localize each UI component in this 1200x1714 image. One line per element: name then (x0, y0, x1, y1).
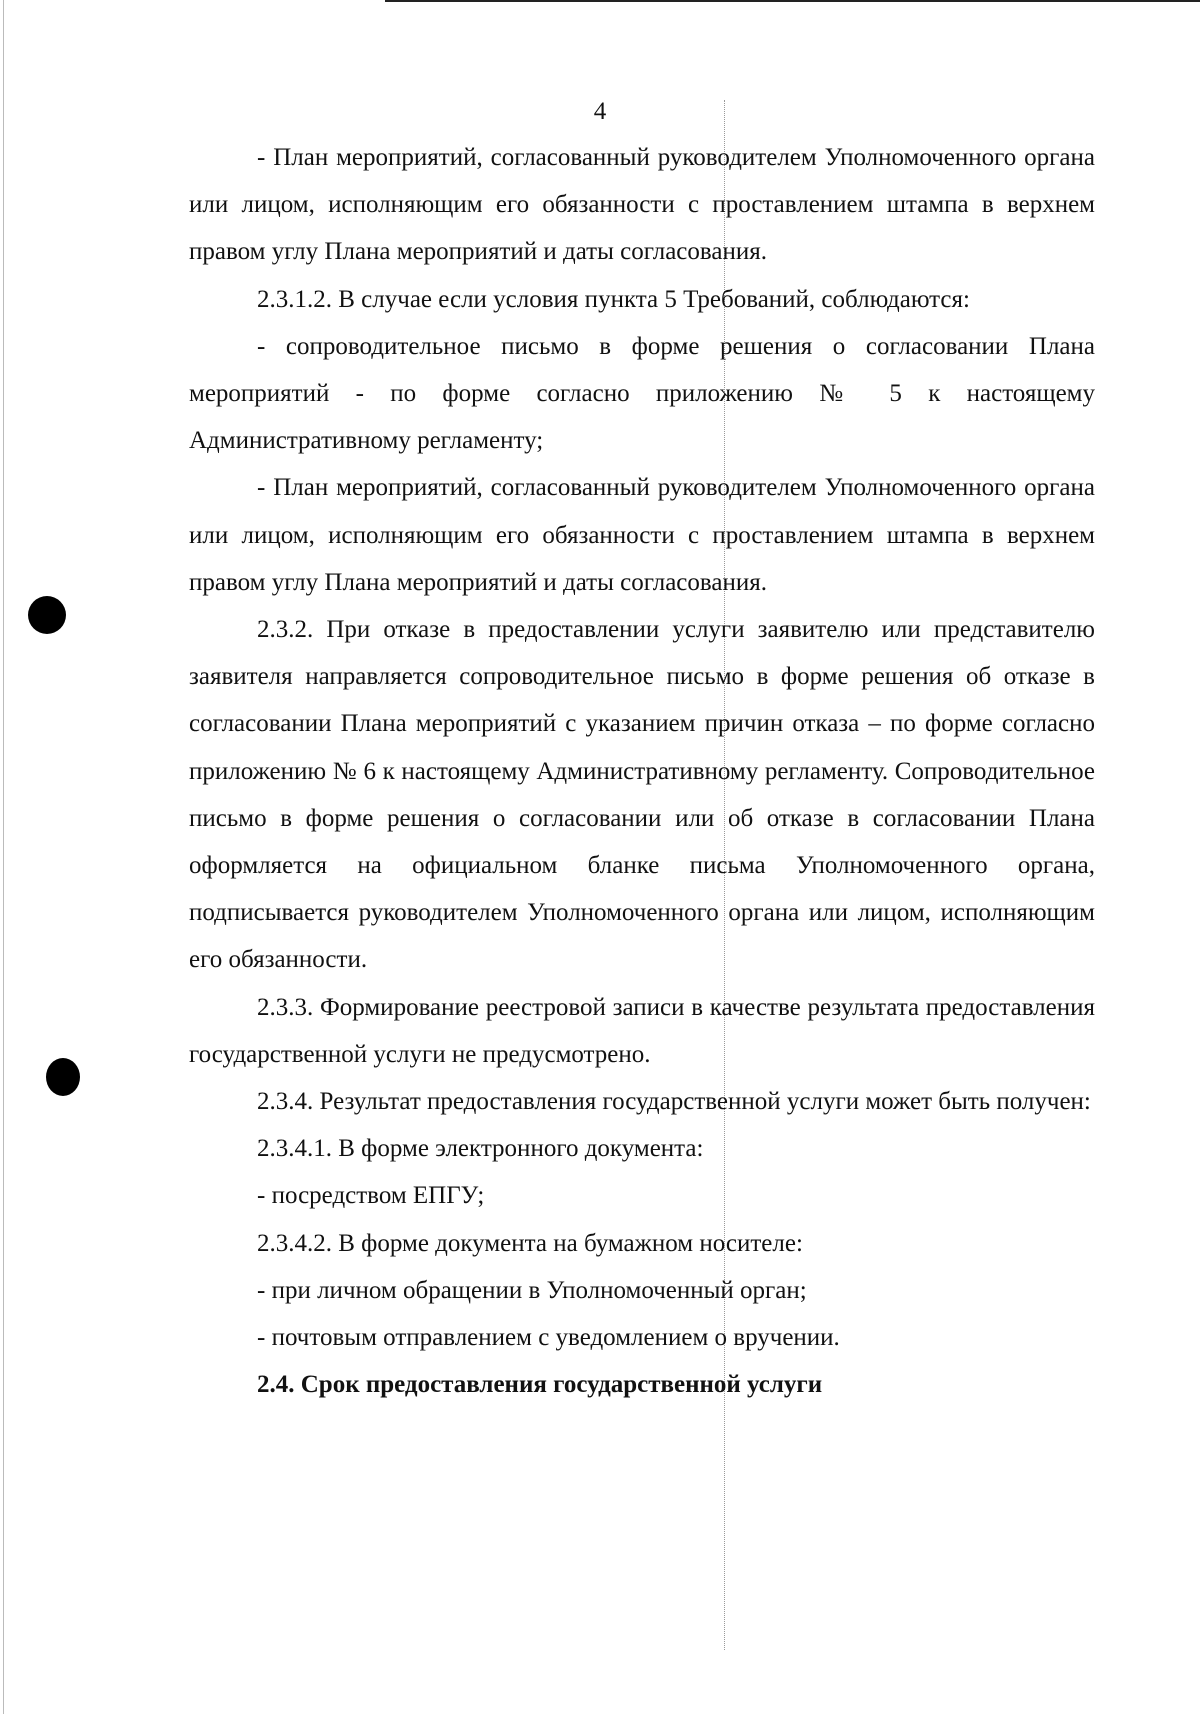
page-number: 4 (593, 98, 607, 125)
document-body (189, 134, 1095, 1408)
section-heading-2-4: 2.4. Срок предоставления государственной услуги (257, 1371, 823, 1399)
paragraph-cover-letter: - сопроводительное письмо в форме решения о согласовании Плана мероприятий - по форме согласно приложению № 5 к настоящему Административному регламенту; (189, 332, 1095, 455)
top-edge-line (385, 0, 1200, 2)
punch-hole-mark (28, 596, 66, 634)
punch-hole-mark (46, 1058, 80, 1096)
paragraph-2-3-4: 2.3.4. Результат предоставления государственной услуги может быть получен: (257, 1088, 1091, 1116)
paragraph-2-3-1-2: 2.3.1.2. В случае если условия пункта 5 Требований, соблюдаются: (257, 285, 970, 313)
paragraph-2-3-4-2: 2.3.4.2. В форме документа на бумажном носителе: (257, 1229, 803, 1257)
paragraph-plan-approved-2: - План мероприятий, согласованный руководителем Уполномоченного органа или лицом, исполняющим его обязанности с проставлением штампа в верхнем правом углу Плана мероприятий и даты согласования. (189, 474, 1095, 596)
left-edge-line (3, 0, 4, 1714)
paragraph-plan-approved: - План мероприятий, согласованный руководителем Уполномоченного органа или лицом, исполняющим его обязанности с проставлением штампа в верхнем правом углу Плана мероприятий и даты согласования. (189, 144, 1095, 266)
paragraph-epgu: - посредством ЕПГУ; (257, 1182, 485, 1210)
paragraph-postal: - почтовым отправлением с уведомлением о вручении. (257, 1324, 840, 1352)
paragraph-personal-visit: - при личном обращении в Уполномоченный орган; (257, 1276, 807, 1304)
paragraph-2-3-4-1: 2.3.4.1. В форме электронного документа: (257, 1135, 704, 1163)
paragraph-2-3-3: 2.3.3. Формирование реестровой записи в качестве результата предоставления государственной услуги не предусмотрено. (189, 993, 1095, 1068)
paragraph-2-3-2: 2.3.2. При отказе в предоставлении услуги заявителю или представителю заявителя направляется сопроводительное письмо в форме решения об отказе в согласовании Плана мероприятий с указанием причин отказа – по форме согласно приложению № 6 к настоящему Административному регламенту. Сопроводительное письмо в форме решения о согласовании или об отказе в согласовании Плана оформляется на официальном бланке письма Уполномоченного органа, подписывается руководителем Уполномоченного органа или лицом, исполняющим его обязанности. (189, 616, 1095, 974)
